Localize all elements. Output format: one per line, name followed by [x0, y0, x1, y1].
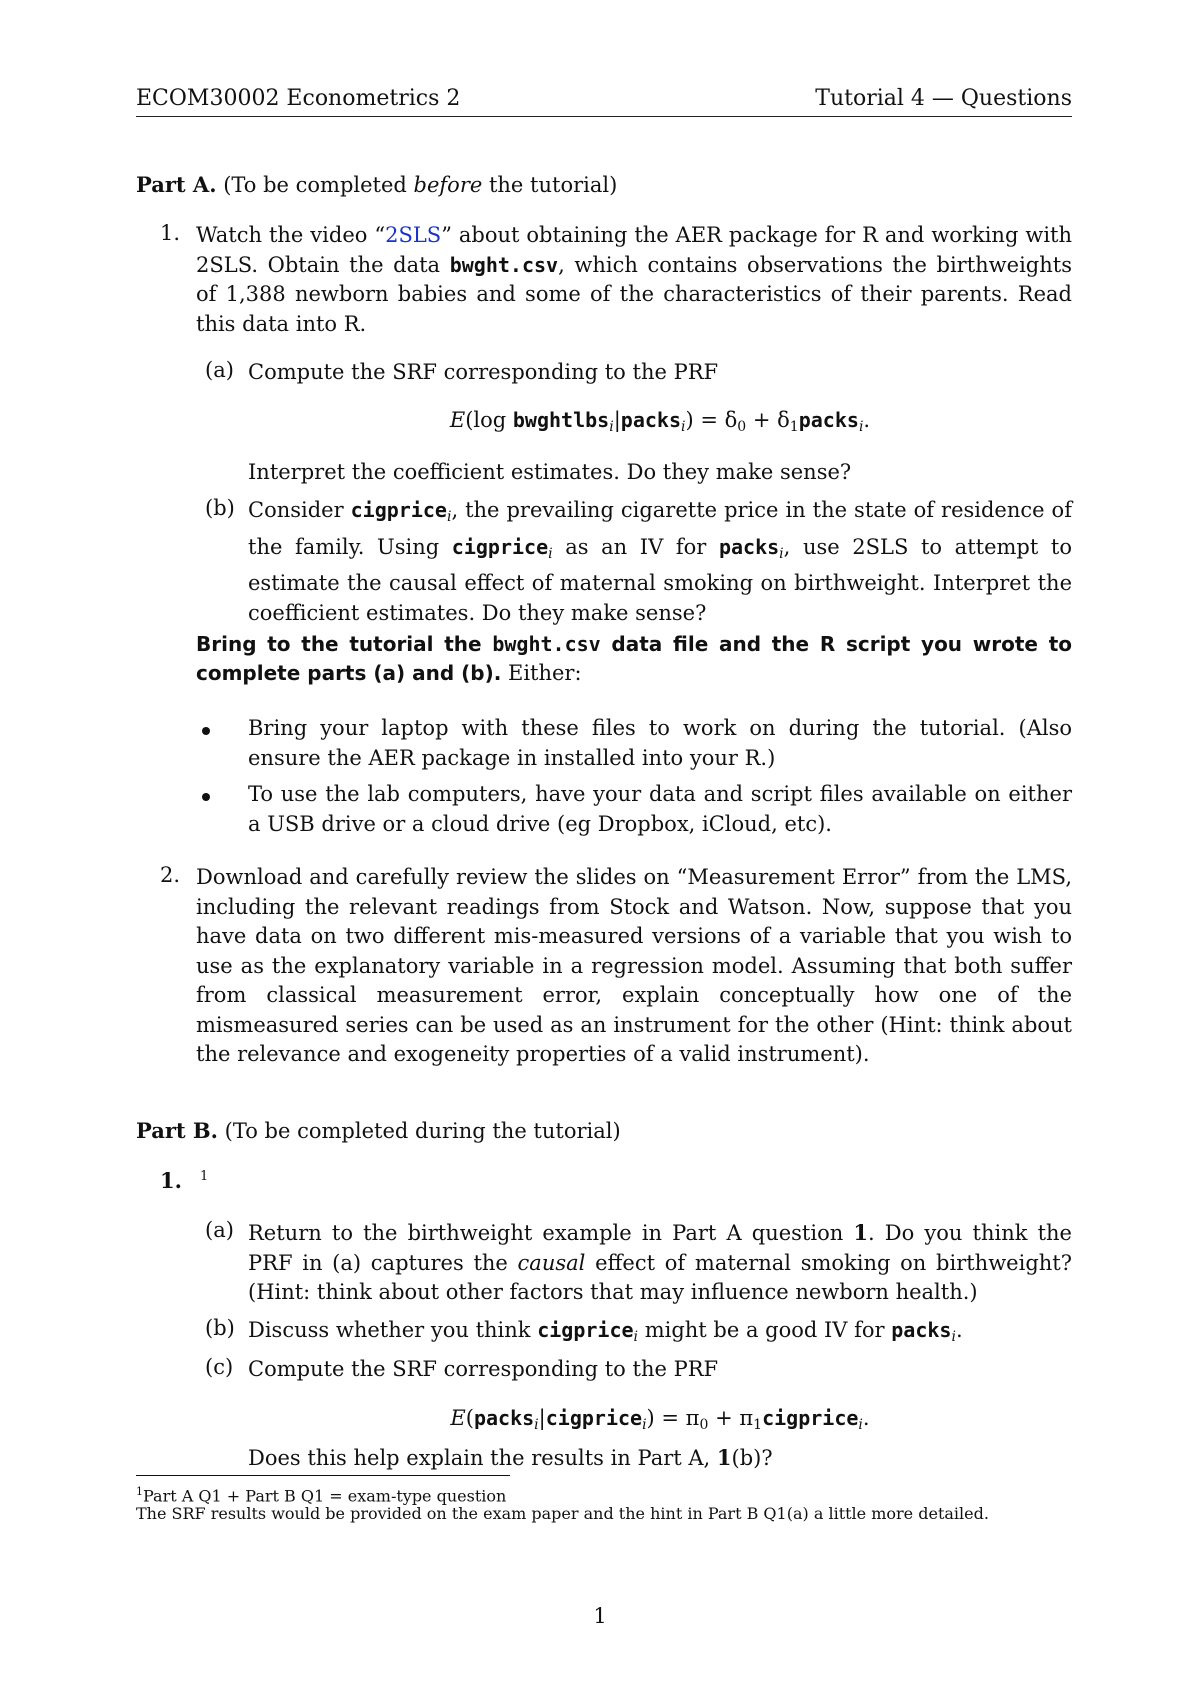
eq-a-open: (log: [465, 408, 513, 432]
part-b-note: (To be completed during the tutorial): [224, 1119, 621, 1143]
part-a-q2-text: Download and carefully review the slides on “Measurement Error” from the LMS, including the relevant readings from Stock and Watson. Now, suppose that you have data on two different mis-measured versions of a variable that you wish to use as the explanatory variable in a regression model. Assuming that both suffer from classical measurement error, explain conceptually how one of the mismeasured series can be used as an instrument for the other (Hint: think about the relevance and exogeneity properties of a valid instrument).: [196, 865, 1072, 1066]
eq-c-sub-2: i: [642, 1417, 647, 1433]
eq-c-bar: |: [538, 1406, 546, 1430]
bullet-dot-2: [202, 793, 210, 801]
q1b-var-packs: packs: [718, 534, 780, 559]
q1b-t1: Consider: [248, 498, 351, 522]
part-a-q1a-interpret: Interpret the coefficient estimates. Do they make sense?: [248, 460, 852, 484]
b1a-t3: effect of maternal smoking on birthweight? (Hint: think about other factors that may influence newborn health.): [248, 1250, 1072, 1304]
eq-a-var-bwghtlbs: bwghtlbs: [512, 408, 610, 432]
part-a-q1a-label: (a): [205, 358, 234, 382]
bullet-item-1: Bring your laptop with these files to work on during the tutorial. (Also ensure the AER package in installed into your R.): [248, 716, 1072, 770]
eq-c-sub-3: i: [858, 1417, 863, 1433]
part-b-q1c-label: (c): [205, 1355, 234, 1379]
b1b-var-cigprice: cigprice: [537, 1318, 634, 1342]
part-a-title: [136, 172, 617, 197]
eq-a-sub-one: 1: [789, 419, 799, 435]
video-2sls-link[interactable]: 2SLS: [385, 223, 442, 247]
bring-1: Bring to the tutorial the: [196, 632, 493, 656]
part-a-note-em: before: [413, 173, 483, 197]
q1-text-3: , which contains observations the birthweights of 1,388 newborn babies and some of the characteristics of their parents. Read this data into R.: [196, 252, 1072, 336]
footnote-line-2: The SRF results would be provided on the exam paper and the hint in Part B Q1(a) a little more detailed.: [136, 1504, 989, 1523]
b1b-sub-2: i: [951, 1329, 956, 1345]
eq-c-sub-1: i: [534, 1417, 539, 1433]
eq-c-var-cigprice: cigprice: [545, 1406, 643, 1430]
eq-c-E: E: [450, 1406, 466, 1430]
footnote-rule: [136, 1475, 510, 1476]
eq-a-plus: + δ: [746, 408, 790, 432]
footnote-text-1: Part A Q1 + Part B Q1 = exam-type question: [143, 1486, 507, 1506]
course-title: ECOM30002 Econometrics 2: [136, 86, 461, 111]
eq-a-sub-3: i: [858, 419, 864, 435]
part-b-q1a-text: [248, 1218, 1072, 1308]
q1b-sub-2: i: [548, 545, 553, 562]
equation-c: [248, 1406, 1072, 1433]
b1b-sub-1: i: [633, 1329, 639, 1345]
part-a-label: Part A.: [136, 172, 217, 197]
eq-c-plus: + π: [708, 1406, 754, 1430]
q1-text-2: ” about obtaining the AER package for R and working with 2SLS. Obtain the data: [196, 223, 1072, 277]
eq-a-sub-0: 0: [737, 419, 747, 435]
eq-a-var-packs: packs: [620, 408, 681, 432]
eq-a-mid: ) = δ: [685, 408, 738, 432]
eq-a-bar: |: [613, 408, 621, 432]
c-follow-2: (b)?: [731, 1446, 773, 1470]
eq-c-open: (: [465, 1406, 474, 1430]
bring-file: bwght.csv: [492, 632, 601, 656]
part-a-q1b-label: (b): [205, 496, 235, 520]
equation-a: [248, 408, 1072, 435]
part-a-q1-text: [196, 221, 1072, 339]
tutorial-title: Tutorial 4 — Questions: [815, 86, 1072, 111]
part-b-q1-number: [160, 1168, 208, 1193]
q1b-sub-3: i: [779, 545, 784, 562]
footnote-ref-mark[interactable]: 1: [199, 1169, 209, 1184]
b1b-t1: Discuss whether you think: [248, 1318, 538, 1342]
eq-a-sub-1: i: [609, 419, 614, 435]
eq-a-var-packs-2: packs: [798, 408, 859, 432]
b1b-t2: might be a good IV for: [638, 1318, 892, 1342]
part-b-title: [136, 1118, 621, 1143]
bring-either: Either:: [501, 661, 582, 685]
eq-c-var-cigprice-2: cigprice: [762, 1406, 859, 1430]
b1a-q: 1: [853, 1220, 868, 1245]
b1b-var-packs: packs: [891, 1318, 952, 1342]
bring-to-tutorial-note: [196, 630, 1072, 688]
c-follow-1: Does this help explain the results in Part A,: [248, 1446, 717, 1470]
q1b-sub-1: i: [446, 509, 452, 525]
part-a-note-pre: (To be completed: [223, 173, 414, 197]
part-b-q1a-label: (a): [205, 1218, 234, 1242]
eq-a-sub-2: i: [681, 419, 686, 435]
eq-c-sub-one: 1: [753, 1417, 763, 1433]
part-b-label: Part B.: [136, 1118, 218, 1143]
b1a-t1: Return to the birthweight example in Part A question: [248, 1221, 854, 1245]
b1a-em: causal: [517, 1250, 586, 1275]
q1b-t2: , the prevailing cigarette price in the state of residence of the family. Using: [248, 498, 1072, 559]
part-b-q1c-follow: [248, 1443, 1072, 1474]
eq-c-var-packs: packs: [473, 1406, 535, 1430]
eq-c-end: .: [862, 1406, 870, 1430]
page-number: 1: [593, 1604, 607, 1628]
part-b-q1b-label: (b): [205, 1316, 235, 1340]
part-b-q1b-text: [248, 1316, 1072, 1353]
bullet-dot-1: [202, 727, 210, 735]
q1b-t4: , use 2SLS to attempt to estimate the causal effect of maternal smoking on birthweight. Interpret the coefficient estimates. Do they make sense?: [248, 534, 1073, 625]
part-a-q1b-text: [248, 496, 1072, 628]
part-a-q1-number: 1.: [160, 221, 181, 245]
bullet-item-2: To use the lab computers, have your data and script files available on either a USB drive or a cloud drive (eg Dropbox, iCloud, etc).: [248, 782, 1072, 836]
q1-text-1: Watch the video “: [196, 223, 386, 247]
footnote-mark: 1: [136, 1485, 143, 1498]
bring-2: data file and the R script you wrote to complete parts (a) and (b).: [196, 632, 1072, 685]
q1b-t3: as an IV for: [552, 534, 719, 559]
q1b-var-cigprice-2: cigprice: [451, 534, 549, 559]
b1a-t2: . Do you think the PRF in (a) captures the: [248, 1221, 1072, 1275]
eq-a-E: E: [449, 408, 466, 432]
c-follow-q: 1: [716, 1445, 732, 1470]
page-header: [136, 86, 1072, 117]
eq-a-end: .: [863, 408, 871, 432]
part-b-q1c-text: Compute the SRF corresponding to the PRF: [248, 1357, 719, 1381]
part-a-q1a-text: Compute the SRF corresponding to the PRF: [248, 360, 719, 384]
part-b-q1-number-text: 1.: [160, 1168, 182, 1193]
part-a-note-post: the tutorial): [482, 173, 618, 197]
eq-c-mid: ) = π: [646, 1406, 700, 1430]
q1b-var-cigprice: cigprice: [350, 498, 447, 522]
q1-file-name: bwght.csv: [449, 252, 559, 277]
b1b-t3: .: [955, 1318, 963, 1342]
part-a-q2-number: 2.: [160, 863, 181, 887]
eq-c-sub-0: 0: [699, 1417, 709, 1433]
